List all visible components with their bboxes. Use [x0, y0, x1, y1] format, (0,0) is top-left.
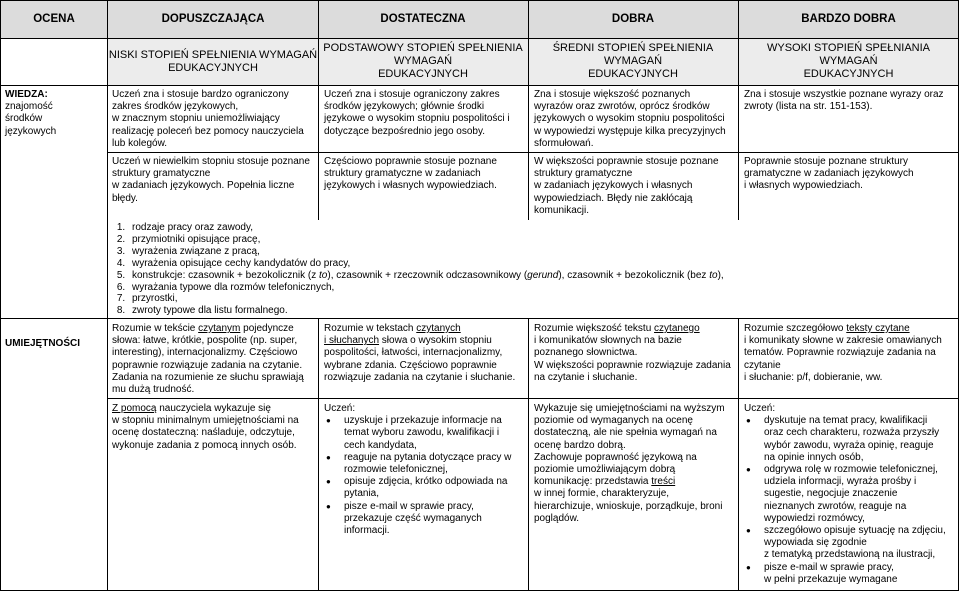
header-ocena — [0, 0, 108, 38]
text-line: cech kandydata, — [344, 439, 417, 451]
text-line: informacji. — [344, 525, 390, 537]
text-run: ), czasownik + rzeczownik odczasownikowy ( — [327, 269, 528, 281]
text-line: Uczeń zna i stosuje ograniczony zakres — [324, 89, 500, 100]
text-line: dotyczące bezpośrednio jego osoby. — [324, 125, 486, 137]
list-item: 1. rodzaje pracy oraz zawody, — [128, 222, 959, 234]
list-item — [764, 464, 956, 525]
grid-line — [318, 0, 319, 220]
text-line: Zna i stosuje wszystkie poznane wyrazy oraz — [744, 89, 944, 100]
text-line: w zadaniach językowych. Popełnia liczne — [112, 180, 295, 192]
header-label: DOPUSZCZAJĄCA — [161, 13, 265, 25]
text-line: mu dużą trudność. — [112, 384, 195, 396]
wiedza-vocab-bardzo-dobra — [744, 89, 956, 113]
degree-wysoki — [738, 38, 959, 85]
text-line: językowe o wysokim stopniu pospolitości i — [324, 113, 510, 125]
text-line: dostateczną, ale nie spełnia wymagań na — [534, 427, 717, 439]
text-line: w innej formie, charakteryzuje, — [534, 488, 670, 500]
umiej-reception-dobra — [534, 323, 736, 384]
section-subtitle: językowych — [5, 125, 57, 137]
text-line: struktury gramatyczne w zadaniach — [324, 168, 481, 180]
text-line: z tematyką przedstawioną na ilustracji, — [764, 549, 936, 561]
wiedza-vocab-dopuszczajaca — [112, 89, 316, 150]
text-line: poziomie od wymaganych na ocenę — [534, 415, 693, 427]
text-line: ● uzyskuje i przekazuje informacje na — [344, 415, 502, 427]
grid-line — [738, 0, 739, 220]
text-run: to — [319, 269, 328, 281]
umiej-reception-dostateczna — [324, 323, 526, 384]
text-line: ● opisuje zdjęcia, krótko odpowiada na — [344, 476, 508, 488]
text-line: hierarchizuje, wnioskuje, porządkuje, broni — [534, 500, 723, 512]
header-dopuszczajaca — [108, 0, 318, 38]
text-line: w znacznym stopniu uniemożliwiający — [112, 113, 280, 125]
text-line: poglądów. — [534, 512, 580, 524]
header-label: DOSTATECZNA — [380, 13, 466, 25]
section-label-umiejetnosci: UMIEJĘTNOŚCI — [5, 338, 81, 349]
text-line: ocenę bardzo dobrą. — [534, 439, 626, 451]
text-run: Rozumie większość tekstu — [534, 323, 655, 334]
text-line: w wypowiedzi występuje kilka precyzyjnych — [534, 125, 726, 137]
text-line: na czytanie i słuchanie. — [534, 371, 638, 383]
list-item: 3. wyrażenia związane z pracą, — [128, 246, 959, 258]
text-run: pojedyncze — [240, 323, 294, 334]
degree-line: WYMAGAŃ — [819, 55, 878, 67]
text-line: struktury gramatyczne — [534, 168, 633, 180]
text-run: słowa o wysokim stopniu — [379, 335, 492, 347]
text-line: i komunikaty słowne w zakresie omawianych — [744, 335, 942, 347]
text-line: ● reaguje na pytania dotyczące pracy w — [344, 451, 512, 463]
text-line: w pełni przekazuje wymagane — [764, 573, 898, 585]
text-line: wypowiada się zgodnie — [764, 537, 867, 549]
text-line: zwroty (lista na str. 151-153). — [744, 101, 873, 113]
text-line: lub kolegów. — [112, 137, 168, 149]
text-line: Zachowuje poprawność językową na — [534, 451, 697, 463]
header-label: OCENA — [33, 13, 75, 25]
list-item — [344, 452, 526, 476]
list-item — [344, 476, 526, 500]
wiedza-grammar-dopuszczajaca — [112, 156, 316, 205]
section-subtitle: znajomość — [5, 101, 53, 113]
text-run: Z pomocą — [112, 403, 157, 414]
text-line: ● pisze e-mail w sprawie pracy, — [764, 561, 894, 573]
text-line: i słuchanie: p/f, dobieranie, ww. — [744, 371, 883, 383]
text-line: sugestie, negocjuje znaczenie — [764, 488, 898, 500]
text-line: rozmowie telefonicznej, — [344, 464, 448, 476]
text-line: W większości poprawnie rozwiązuje zadania — [534, 359, 731, 371]
grid-line — [0, 0, 959, 1]
degree-line: WYMAGAŃ — [603, 55, 663, 67]
text-run: treści — [651, 476, 676, 488]
header-label: DOBRA — [611, 13, 655, 25]
text-line: komunikacji. — [534, 204, 590, 216]
text-line: Uczeń zna i stosuje bardzo ograniczony — [112, 89, 289, 100]
text-run: konstrukcje: czasownik + bezokolicznik (z — [132, 269, 320, 281]
text-line: błędy. — [112, 192, 138, 204]
wiedza-grammar-bardzo-dobra — [744, 156, 956, 193]
text-line: wypowiedzi rozmówcy, — [764, 512, 865, 524]
text-line: wybrane zdania. Częściowo poprawnie — [324, 359, 497, 371]
text-line: Uczeń: — [744, 403, 776, 414]
text-line: wypowiedziach. Błędy nie zakłócają — [534, 192, 693, 204]
header-dobra — [528, 0, 738, 38]
grid-line — [0, 85, 959, 86]
text-run: i słuchanych — [324, 335, 380, 347]
text-line: Uczeń: — [324, 403, 356, 414]
degree-line: EDUKACYJNYCH — [378, 68, 468, 80]
text-line: poznanego słownictwa. — [534, 347, 638, 359]
list-item: 6. wyrażania typowe dla rozmów telefonicznych, — [128, 282, 959, 294]
text-line — [112, 403, 316, 415]
list-item: 4. wyrażenia opisujące cechy kandydatów do pracy, — [128, 258, 959, 270]
grid-line — [0, 38, 959, 39]
text-line: ocenę dostateczną: naśladuje, odczytuje, — [112, 427, 295, 439]
text-line: wybór zawodu, wyraża opinię, reaguje — [764, 439, 934, 451]
degree-line: WYSOKI STOPIEŃ SPEŁNIANIA — [766, 42, 930, 54]
text-line: Wykazuje się umiejętnościami na wyższym — [534, 403, 725, 414]
grid-line — [528, 0, 529, 220]
text-run: teksty czytane — [846, 323, 910, 334]
degree-podstawowy — [318, 38, 528, 85]
bullet-list — [744, 415, 956, 586]
text-line: oraz cech charakteru, rozważa przyszły — [764, 427, 940, 439]
text-line: struktury gramatyczne — [112, 168, 211, 180]
grid-line — [738, 318, 739, 591]
text-line — [324, 335, 526, 347]
text-line: językowych o wysokim stopniu pospolitości — [534, 113, 725, 125]
text-line: Częściowo poprawnie stosuje poznane — [324, 156, 497, 167]
text-run: czytanego — [654, 323, 700, 334]
umiej-production-dobra — [534, 403, 736, 525]
text-line: słowa: łatwe, krótkie, pospolite (np. super, — [112, 335, 298, 347]
text-line — [112, 323, 316, 335]
text-line — [324, 323, 526, 335]
text-run: gerund — [527, 269, 559, 281]
list-item — [764, 525, 956, 562]
degree-line: EDUKACYJNYCH — [588, 68, 678, 80]
degree-line: PODSTAWOWY STOPIEŃ SPEŁNIENIA — [323, 42, 523, 54]
text-line: i własnych wypowiedziach. — [744, 180, 863, 192]
wiedza-vocab-dobra — [534, 89, 736, 150]
text-line: ● szczegółowo opisuje sytuację na zdjęciu, — [764, 525, 946, 537]
degree-line: WYMAGAŃ — [393, 55, 453, 67]
grid-line — [528, 318, 529, 591]
text-run: nauczyciela wykazuje się — [156, 403, 271, 414]
wiedza-grammar-dostateczna — [324, 156, 526, 193]
wiedza-vocab-dostateczna — [324, 89, 526, 138]
grid-line — [0, 318, 959, 319]
text-run: komunikację: przedstawia — [534, 476, 652, 488]
text-run: czytanych — [416, 323, 461, 334]
text-line: zakres środków językowych, — [112, 101, 239, 113]
text-line: środków językowych; głównie środki — [324, 101, 485, 113]
umiej-production-dostateczna — [324, 403, 526, 537]
text-line: interesting), internacjonalizmy. Częściowo — [112, 347, 298, 359]
grid-line — [108, 398, 959, 399]
text-line: rozwiązuje zadania na czytanie i słuchanie. — [324, 371, 516, 383]
text-line: temat wyboru zawodu, kwalifikacji i — [344, 427, 500, 439]
degree-line: NISKI STOPIEŃ SPEŁNIENIA WYMAGAŃ — [108, 48, 318, 61]
text-line: czytanie — [744, 359, 781, 371]
text-run: Rozumie w tekstach — [324, 323, 417, 334]
text-line: Zna i stosuje większość poznanych — [534, 89, 691, 100]
grid-line — [318, 318, 319, 591]
wiedza-grammar-dobra — [534, 156, 736, 217]
list-item — [764, 415, 956, 464]
text-line: wykonuje zadania z pomocą innych osób. — [112, 439, 297, 451]
list-item: 2. przymiotniki opisujące pracę, — [128, 234, 959, 246]
text-line: ● odgrywa rolę w rozmowie telefonicznej, — [764, 464, 938, 476]
text-line: w stopniu minimalnym umiejętnościami na — [112, 415, 299, 427]
umiej-production-bardzo-dobra — [744, 403, 956, 586]
text-run: ), czasownik + bezokolicznik (bez — [558, 269, 710, 281]
text-line: realizację poleceń bez pomocy nauczyciela — [112, 125, 304, 137]
text-line: przekazuje część wymaganych — [344, 512, 482, 524]
text-line: udziela informacji, wyraża prośby i — [764, 476, 917, 488]
list-item — [344, 501, 526, 538]
text-line: na opinie innych osób, — [764, 451, 864, 463]
list-item — [344, 415, 526, 452]
topic-list — [108, 222, 959, 317]
text-run: to — [709, 269, 718, 281]
text-line: pytania, — [344, 488, 380, 500]
text-line: pospolitości, łatwości, internacjonalizmy, — [324, 347, 503, 359]
text-line: ● dyskutuje na temat pracy, kwalifikacji — [764, 415, 928, 427]
text-line: poprawnie rozwiązuje zadania na czytanie. — [112, 359, 303, 371]
text-line: Uczeń w niewielkim stopniu stosuje poznane — [112, 156, 310, 167]
text-line: i komunikatów słownych na bazie — [534, 335, 682, 347]
text-line: tematów. Poprawnie rozwiązuje zadania na — [744, 347, 936, 359]
text-line — [534, 323, 736, 335]
text-run: ), — [717, 269, 724, 281]
text-run: Rozumie w tekście — [112, 323, 199, 334]
degree-line: EDUKACYJNYCH — [168, 61, 258, 74]
degree-niski — [108, 38, 318, 85]
umiej-production-dopuszczajaca — [112, 403, 316, 452]
list-item: 8. zwroty typowe dla listu formalnego. — [128, 305, 959, 317]
text-line: w zadaniach językowych i własnych — [534, 180, 693, 192]
list-item — [128, 270, 959, 282]
grid-line — [108, 152, 959, 153]
header-bardzo-dobra — [738, 0, 959, 38]
degree-line: EDUKACYJNYCH — [803, 68, 894, 80]
header-label: BARDZO DOBRA — [801, 13, 896, 25]
text-line: wyrazów oraz zwrotów, oprócz środków — [534, 101, 710, 113]
bullet-list — [324, 415, 526, 537]
umiej-reception-dopuszczajaca — [112, 323, 316, 396]
grid-line — [0, 0, 1, 591]
text-line: W większości poprawnie stosuje poznane — [534, 156, 719, 167]
umiej-reception-bardzo-dobra — [744, 323, 956, 384]
text-line: poziomie umożliwiającym dobrą — [534, 464, 676, 476]
text-line: gramatyczne w zadaniach językowych — [744, 168, 914, 180]
text-line: sformułowań. — [534, 137, 594, 149]
list-item — [764, 562, 956, 586]
text-run: Rozumie szczegółowo — [744, 323, 847, 334]
text-line — [534, 476, 736, 488]
text-line — [744, 323, 956, 335]
text-line: ● pisze e-mail w sprawie pracy, — [344, 500, 474, 512]
text-line: Zadania na rozumienie ze słuchu sprawiają — [112, 371, 304, 383]
header-dostateczna — [318, 0, 528, 38]
text-line: nieznanych zwrotów, reaguje na — [764, 500, 907, 512]
text-run: czytanym — [198, 323, 241, 334]
list-item: 7. przyrostki, — [128, 293, 959, 305]
text-line: Poprawnie stosuje poznane struktury — [744, 156, 908, 167]
section-label-wiedza — [5, 89, 105, 138]
text-line: językowych i własnych wypowiedziach. — [324, 180, 497, 192]
section-subtitle: środków — [5, 113, 43, 125]
section-title: WIEDZA: — [5, 89, 48, 100]
degree-sredni — [528, 38, 738, 85]
degree-line: ŚREDNI STOPIEŃ SPEŁNIENIA — [552, 42, 714, 54]
